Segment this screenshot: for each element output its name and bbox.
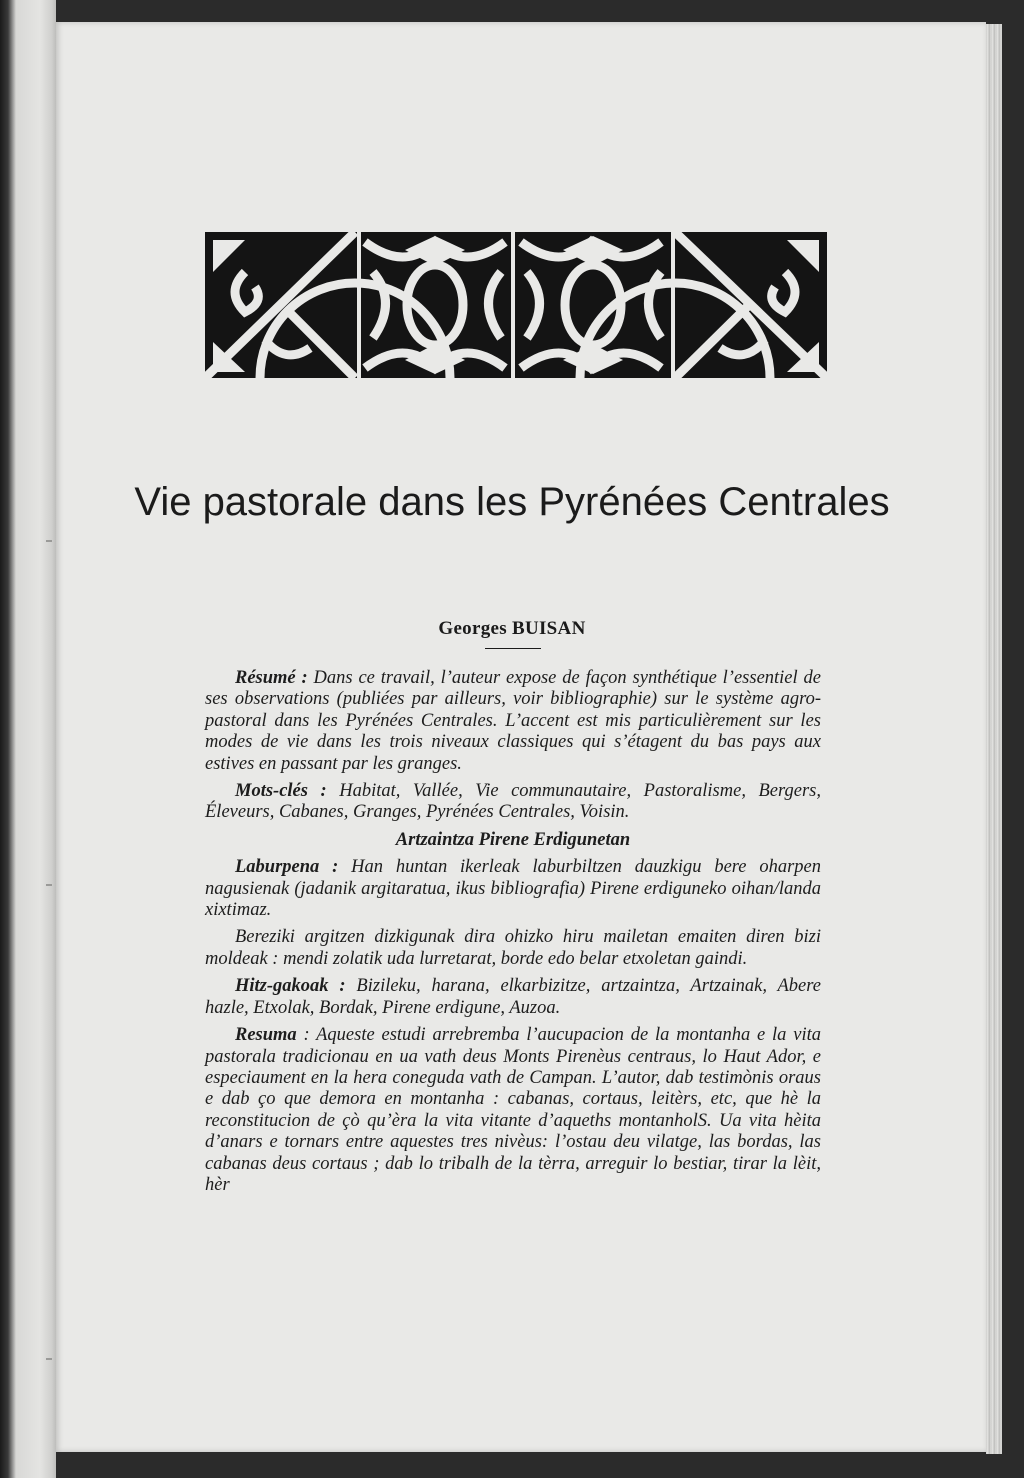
binding-mark	[46, 540, 52, 542]
page-edges	[986, 24, 1002, 1454]
author-underline	[485, 648, 541, 649]
ornamental-banner	[205, 232, 827, 378]
resuma-label: Resuma	[235, 1025, 297, 1046]
article-title: Vie pastorale dans les Pyrénées Centrales	[134, 480, 890, 524]
hitzgakoak-text: Bizileku, harana, elkarbizitze, artzaintza, Artzainak, Abere hazle, Etxolak, Bordak, Pirene erdigune, Auzoa.	[205, 976, 821, 1018]
bereziki-paragraph: Bereziki argitzen dizkigunak dira ohizko hiru mailetan emaiten diren bizi moldeak : mendi zolatik uda lurretarat, borde edo belar etxoletan gaindi.	[205, 927, 821, 969]
ornament-pattern	[205, 232, 827, 378]
binding-mark	[46, 1358, 52, 1360]
book-spine	[0, 0, 56, 1478]
laburpena-paragraph	[205, 857, 821, 921]
motscles-paragraph	[205, 781, 821, 824]
laburpena-label: Laburpena :	[235, 857, 339, 878]
basque-subtitle: Artzaintza Pirene Erdigunetan	[395, 829, 631, 850]
author-name: Georges BUISAN	[438, 618, 586, 639]
resuma-text: : Aqueste estudi arrebremba l’aucupacion de la montanha e la vita pastorala tradicionau en ua vath deus Monts Pirenèus centraus, lo Haut Ador, e especiaument en la hera coneguda vath de Campan. L’autor, dab testimònis oraus e dab ço que demora en montanha : cabanas, cortaus, leitèrs, etc, que hè la reconstitucion de çò qu’èra la vita vitante d’aqueths montanholS. Ua vita hèita d’anars e tornars entre aquestes tres nivèus: l’ostau deu vilatge, las bordas, las cabanas deus cortaus ; dab lo tribalh de la tèrra, arreguir lo bestiar, tirar la lèit, hèr	[205, 1025, 821, 1195]
laburpena-text: Han huntan ikerleak laburbiltzen dauzkigu bere oharpen nagusienak (jadanik argitaratua, ikus bibliografia) Pirene erdiguneko oihan/landa xixtimaz.	[205, 857, 822, 921]
motscles-label: Mots-clés :	[235, 781, 327, 802]
hitzgakoak-label: Hitz-gakoak :	[235, 976, 346, 997]
resume-label: Résumé :	[235, 668, 308, 688]
hitzgakoak-paragraph	[205, 976, 821, 1019]
abstract-block	[205, 668, 821, 1202]
binding-mark	[46, 884, 52, 886]
resuma-paragraph	[205, 1025, 821, 1196]
resume-paragraph	[205, 668, 821, 775]
resume-text: Dans ce travail, l’auteur expose de façon synthétique l’essentiel de ses observations (publiées par ailleurs, voir bibliographie) sur le système agro-pastoral dans les Pyrénées Centrales. L’accent est mis particulièrement sur les modes de vie dans les trois niveaux classiques qui s’étagent du bas pays aux estives en passant par les granges.	[205, 668, 821, 774]
motscles-text: Habitat, Vallée, Vie communautaire, Pastoralisme, Bergers, Éleveurs, Cabanes, Granges, Pyrénées Centrales, Voisin.	[205, 781, 821, 823]
